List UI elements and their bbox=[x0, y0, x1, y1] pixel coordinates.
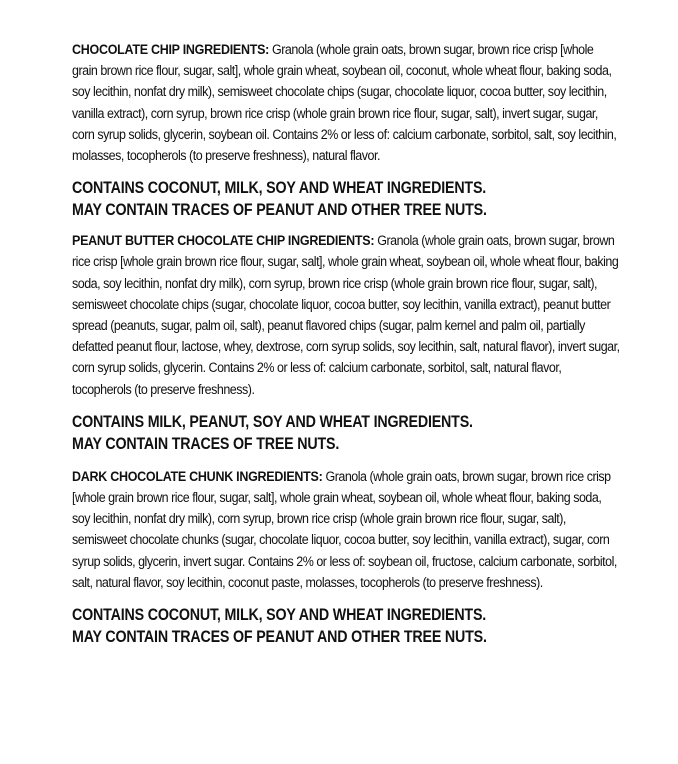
chocolate-chip-allergens bbox=[72, 177, 620, 221]
dark-chocolate-chunk-may-contain: MAY CONTAIN TRACES OF PEANUT AND OTHER TREE NUTS. bbox=[72, 628, 487, 647]
dark-chocolate-chunk-contains: CONTAINS COCONUT, MILK, SOY AND WHEAT INGREDIENTS. bbox=[72, 606, 487, 625]
chocolate-chip-heading: CHOCOLATE CHIP INGREDIENTS: bbox=[72, 42, 270, 58]
chocolate-chip-ingredients bbox=[72, 40, 620, 167]
peanut-butter-chocolate-chip-contains: CONTAINS MILK, PEANUT, SOY AND WHEAT INGREDIENTS. bbox=[72, 412, 473, 431]
dark-chocolate-chunk-ingredients bbox=[72, 467, 620, 594]
peanut-butter-chocolate-chip-ingredients bbox=[72, 231, 620, 401]
peanut-butter-chocolate-chip-heading: PEANUT BUTTER CHOCOLATE CHIP INGREDIENTS: bbox=[72, 233, 375, 250]
peanut-butter-chocolate-chip-allergens bbox=[72, 411, 620, 455]
chocolate-chip-contains: CONTAINS COCONUT, MILK, SOY AND WHEAT INGREDIENTS. bbox=[72, 179, 487, 198]
dark-chocolate-chunk-heading: DARK CHOCOLATE CHUNK INGREDIENTS: bbox=[72, 468, 323, 485]
peanut-butter-chocolate-chip-ingredient-list: Granola (whole grain oats, brown sugar, brown rice crisp [whole grain brown rice flour, sugar, salt], whole grain wheat, soybean oil, whole wheat flour, baking soda, soy lecithin, nonfat dry milk), corn syrup, brown rice crisp (whole grain brown rice flour, sugar, salt), semisweet chocolate chips (sugar, chocolate liquor, cocoa butter, soy lecithin, vanilla extract), peanut butter spread (peanuts, sugar, palm oil, salt), peanut flavored chips (sugar, palm kernel and palm oil, partially defatted peanut flour, lactose, whey, dextrose, corn syrup solids, soy lecithin, salt, natural flavor), invert sugar, corn syrup solids, glycerin. Contains 2% or less of: calcium carbonate, sorbitol, salt, natural flavor, tocopherols (to preserve freshness). bbox=[72, 233, 620, 398]
chocolate-chip-ingredient-list: Granola (whole grain oats, brown sugar, brown rice crisp [whole grain brown rice flour, sugar, salt], whole grain wheat, soybean oil, coconut, whole wheat flour, baking soda, soy lecithin, nonfat dry milk), semisweet chocolate chips (sugar, chocolate liquor, cocoa butter, soy lecithin, vanilla extract), corn syrup, brown rice crisp (whole grain brown rice flour, sugar, salt), invert sugar, sugar, corn syrup solids, glycerin, soybean oil. Contains 2% or less of: calcium carbonate, sorbitol, salt, soy lecithin, molasses, tocopherols (to preserve freshness), natural flavor. bbox=[72, 42, 617, 165]
dark-chocolate-chunk-allergens bbox=[72, 604, 620, 648]
chocolate-chip-may-contain: MAY CONTAIN TRACES OF PEANUT AND OTHER TREE NUTS. bbox=[72, 201, 487, 220]
dark-chocolate-chunk-ingredient-list: Granola (whole grain oats, brown sugar, brown rice crisp [whole grain brown rice flour, sugar, salt], whole grain wheat, soybean oil, whole wheat flour, baking soda, soy lecithin, nonfat dry milk), corn syrup, brown rice crisp (whole grain brown rice flour, sugar, salt), semisweet chocolate chunks (sugar, chocolate liquor, cocoa butter, soy lecithin, vanilla extract), sugar, corn syrup solids, glycerin, invert sugar. Contains 2% or less of: soybean oil, fructose, calcium carbonate, sorbitol, salt, natural flavor, soy lecithin, coconut paste, molasses, tocopherols (to preserve freshness). bbox=[72, 468, 617, 591]
peanut-butter-chocolate-chip-may-contain: MAY CONTAIN TRACES OF TREE NUTS. bbox=[72, 434, 340, 453]
